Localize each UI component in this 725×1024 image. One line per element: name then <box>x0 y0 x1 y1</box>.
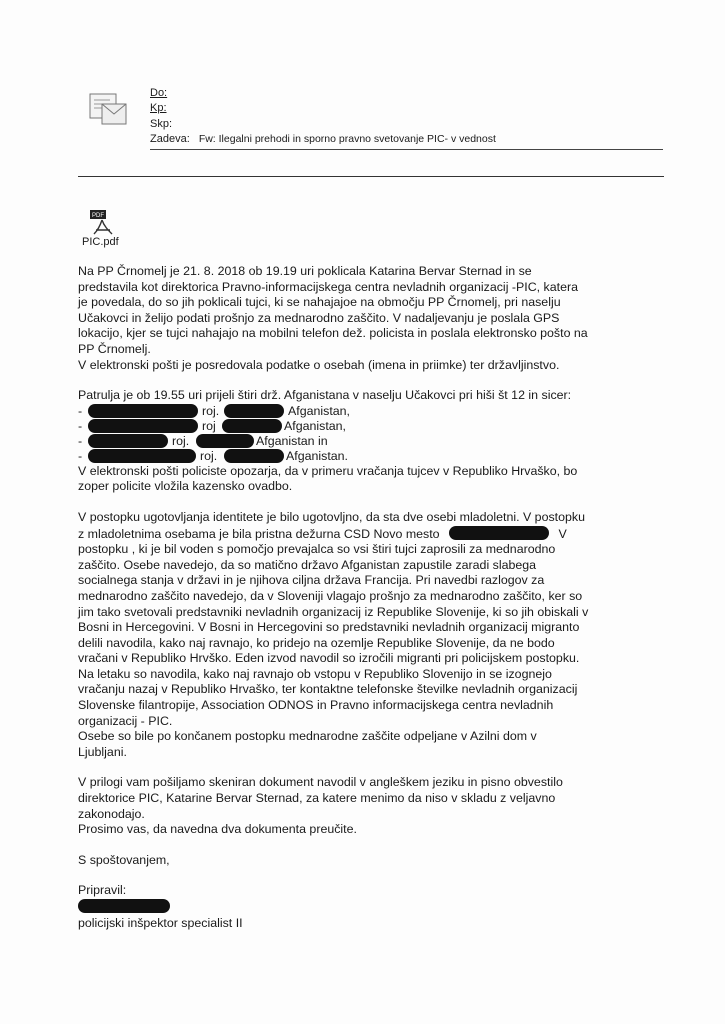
signer-title: policijski inšpektor specialist II <box>78 915 243 930</box>
attachment-name[interactable]: PIC.pdf <box>82 236 119 248</box>
paragraph-intro <box>78 264 668 373</box>
text-line: V elektronski pošti je posredovala podatke o osebah (imena in priimke) ter državljinstvo. <box>78 357 560 372</box>
text-line: vračani v Republiko Hrvško. Eden izvod navodil so izročili migranti pri policijskem postopku. <box>78 651 580 666</box>
person-entry <box>78 434 668 449</box>
list-dash: - <box>78 418 83 433</box>
signature-line <box>78 899 668 916</box>
closing-text: S spoštovanjem, <box>78 852 170 867</box>
text-line: Prosimo vas, da navedna dva dokumenta preučite. <box>78 822 357 837</box>
roj-label: roj <box>202 418 216 433</box>
body-divider <box>78 176 664 177</box>
text-line: Slovenske filantropije, Association ODNOS in Pravno informacijskega centra nevladnih <box>78 698 554 713</box>
redaction-block <box>88 434 168 448</box>
roj-label: roj. <box>202 403 220 418</box>
list-dash: - <box>78 448 83 463</box>
text-line: lokacijo, kjer se tujci nahajajo na mobilni telefon dež. policista in poslala elektronsko pošto na <box>78 326 588 341</box>
prepared-by-label: Pripravil: <box>78 883 127 898</box>
bcc-field <box>150 117 172 131</box>
paragraph-procedure <box>78 510 668 761</box>
text-line: direktorice PIC, Katarine Bervar Sternad, za katere menimo da niso v skladu z veljavno <box>78 791 556 806</box>
patrol-line: Patrulja je ob 19.55 uri prijeli štiri drž. Afganistana v naselju Učakovci pri hiši št 12 in sicer: <box>78 388 572 403</box>
text-line: predstavila kot direktorica Pravno-informacijskega centra nevladnih organizacij -PIC, katera <box>78 279 578 294</box>
subject-field <box>150 132 496 146</box>
text-line: socialnega stanja v državi in je njihova ciljna država Francija. Pri navedbi razlogov za <box>78 573 545 588</box>
to-label: Do: <box>150 87 168 99</box>
text-line: jim tako svetovali predstavniki nevladnih organizacij iz Republike Slovenije, ki so jih obiskali v <box>78 604 589 619</box>
subject-text: Fw: Ilegalni prehodi in sporno pravno svetovanje PIC- v vednost <box>198 133 496 145</box>
roj-label: roj. <box>200 448 218 463</box>
letter-body <box>78 264 668 931</box>
person-entry <box>78 449 668 464</box>
country-label: Afganistan in <box>256 433 328 448</box>
text-line: V prilogi vam pošiljamo skeniran dokument navodil v angleškem jeziku in pisno obvestilo <box>78 775 563 790</box>
roj-label: roj. <box>172 433 190 448</box>
text-line: V elektronski pošti policiste opozarja, da v primeru vračanja tujcev v Republiko Hrvaško, bo <box>78 463 578 478</box>
cc-label: Kp: <box>150 102 167 114</box>
text-line: zoper policite vložila kazensko ovadbo. <box>78 479 293 494</box>
email-message-icon <box>88 90 128 128</box>
redaction-block <box>449 526 549 540</box>
redaction-block <box>224 449 284 463</box>
paragraph-attachments <box>78 775 668 837</box>
redaction-block <box>88 404 198 418</box>
header-divider <box>150 149 663 150</box>
pdf-file-icon <box>88 208 116 238</box>
text-line: Bosni in Hercegovini. V Bosni in Hercegovini so predstavniki nevladnih organizacij migranto <box>78 620 580 635</box>
redaction-block <box>224 404 284 418</box>
text-line: z mladoletnima osebama je bila pristna dežurna CSD Novo mesto V <box>78 526 567 541</box>
country-label: Afganistan, <box>288 403 350 418</box>
text-line: Ljubljani. <box>78 744 127 759</box>
to-field <box>150 86 167 100</box>
text-line: je povedala, do so jih poklicali tujci, ki se nahajajoe na območju PP Črnomelj, pri naselju <box>78 295 561 310</box>
text-line: organizacij - PIC. <box>78 713 173 728</box>
redaction-block <box>88 449 196 463</box>
country-label: Afganistan, <box>284 418 346 433</box>
text-line: V postopku ugotovljanja identitete je bilo ugotovljno, da sta dve osebi mladoletni. V postopku <box>78 509 585 524</box>
text-line: mednarodno zaščito navedejo, da v Sloveniji vlagajo prošnjo za mednarodno zaščito, ker so <box>78 588 583 603</box>
text-line: delili navodila, kako naj ravnajo, ko pridejo na ozemlje Republike Slovenije, da ne bodo <box>78 635 555 650</box>
cc-field <box>150 101 167 115</box>
redaction-block <box>88 419 198 433</box>
text-line: postopku , ki je bil voden s pomočjo prevajalca so vsi štiri tujci zaprosili za mednarodno <box>78 542 556 557</box>
text-line: Učakovci in želijo podati prošnjo za mednarodno zaščito. V nadaljevanju je poslala GPS <box>78 310 560 325</box>
redaction-block <box>196 434 254 448</box>
text-line: zakonodajo. <box>78 806 145 821</box>
text-line: vračanju nazaj v Republiko Hrvaško, ter kontaktne telefonske številke nevladnih organizacij <box>78 682 578 697</box>
text-line: Na letaku so navodila, kako naj ravnajo ob vstopu v Republiko Slovenijo in se izognejo <box>78 666 552 681</box>
svg-text:PDF: PDF <box>92 213 104 219</box>
bcc-label: Skp: <box>150 118 173 130</box>
person-entry <box>78 404 668 419</box>
country-label: Afganistan. <box>286 448 348 463</box>
text-line: Osebe so bile po končanem postopku mednarodne zaščite odpeljane v Azilni dom v <box>78 729 537 744</box>
subject-label: Zadeva: <box>150 133 190 145</box>
redaction-block <box>78 899 170 913</box>
text-line: zaščito. Osebe navedejo, da so matično državo Afganistan zapustile zaradi slabega <box>78 557 537 572</box>
person-entry <box>78 419 668 434</box>
text-line: PP Črnomelj. <box>78 341 151 356</box>
redaction-block <box>222 419 282 433</box>
list-dash: - <box>78 403 83 418</box>
text-line: Na PP Črnomelj je 21. 8. 2018 ob 19.19 uri poklicala Katarina Bervar Sternad in se <box>78 264 532 278</box>
list-dash: - <box>78 433 83 448</box>
